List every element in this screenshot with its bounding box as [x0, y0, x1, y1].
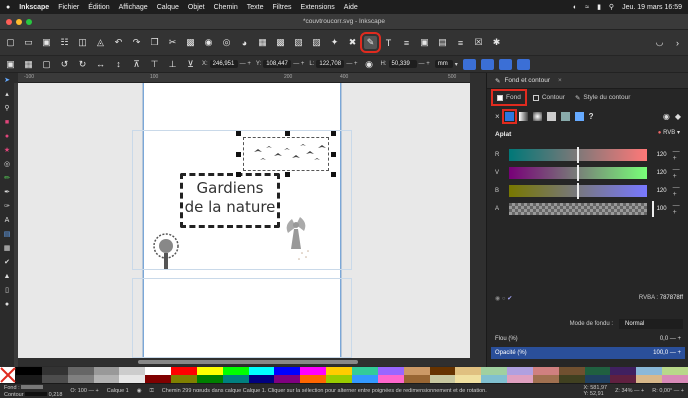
zoom-tool-icon[interactable]: ⚲	[4, 105, 10, 112]
palette-swatch[interactable]	[507, 367, 533, 383]
spray-tool-icon[interactable]: ●	[4, 301, 10, 308]
lock-ratio-icon[interactable]: ◉	[365, 58, 373, 69]
panel-tab[interactable]	[487, 73, 688, 89]
ungroup-icon[interactable]: ▨	[312, 37, 321, 47]
battery-icon[interactable]: ▮	[597, 4, 601, 11]
import-icon[interactable]: ◫	[78, 37, 87, 47]
resize-handle-n[interactable]	[285, 131, 290, 136]
resize-handle-w[interactable]	[236, 152, 241, 157]
red-stepper[interactable]: — +	[672, 148, 680, 162]
tab-fill[interactable]: Fond	[495, 93, 523, 102]
alpha-slider[interactable]	[509, 203, 648, 215]
clock[interactable]: Jeu. 19 mars 16:59	[622, 3, 682, 11]
fill-stroke-panel	[486, 73, 688, 367]
palette-swatch[interactable]	[636, 367, 662, 383]
resize-handle-e[interactable]	[331, 152, 336, 157]
gradient-tool-icon[interactable]: ▤	[3, 231, 11, 238]
fill-indicator[interactable]	[21, 385, 43, 389]
palette-swatch[interactable]	[119, 367, 145, 383]
pen-tool-icon[interactable]: ✒	[4, 189, 10, 196]
rotate-cw-icon[interactable]: ↻	[78, 58, 87, 69]
star-tool-icon[interactable]: ★	[3, 147, 11, 154]
fill-stroke-indicator[interactable]: Fond : Contour 0,218	[4, 384, 63, 398]
no-paint-swatch[interactable]	[0, 367, 16, 383]
title-line-1: Gardiens	[196, 179, 264, 197]
selected-birds-group[interactable]	[243, 137, 329, 171]
dropper-tool-icon[interactable]: ✔	[4, 259, 10, 266]
picker-icons[interactable]: ◉ ○ ✔	[495, 296, 513, 302]
scale-stroke-toggle[interactable]	[463, 59, 476, 70]
coordinates: X: 581,97 Y: 52,91	[583, 385, 608, 397]
fairy-drawing[interactable]	[282, 213, 312, 263]
unit-select[interactable]: mm ▾	[435, 60, 458, 68]
layer-select[interactable]: Calque 1	[106, 388, 129, 394]
palette-swatch[interactable]	[326, 367, 352, 383]
alpha-stepper[interactable]: — +	[672, 202, 680, 216]
palette-swatch[interactable]	[610, 367, 636, 383]
eraser-tool-icon[interactable]: ▯	[5, 287, 9, 294]
preferences-icon[interactable]: ✱	[492, 37, 501, 47]
align-icon[interactable]: ≡	[403, 37, 410, 48]
alpha-slider-row: A 100 — +	[495, 201, 685, 217]
macos-menu-bar	[0, 0, 688, 14]
slider-knob[interactable]	[577, 183, 579, 199]
flip-v-icon[interactable]: ↕	[116, 59, 121, 69]
green-slider-row: V 120 — +	[495, 165, 685, 181]
wifi-icon[interactable]: ≈	[585, 3, 590, 11]
status-bar	[0, 383, 688, 398]
symbols-icon[interactable]: ☒	[474, 37, 483, 47]
menu-affichage[interactable]: Affichage	[118, 3, 148, 11]
stroke-indicator[interactable]	[25, 392, 47, 396]
fill-tab-icon	[497, 95, 503, 101]
clone-icon[interactable]: ▩	[276, 37, 285, 47]
fill-stroke-tab-icon: ✎	[495, 77, 501, 85]
cut-icon[interactable]: ✂	[168, 37, 177, 47]
palette-swatch[interactable]	[274, 367, 300, 383]
apple-icon[interactable]: ●	[6, 3, 11, 11]
layer-visibility-icon[interactable]: ◉	[136, 388, 142, 394]
zoom-page-icon[interactable]: ◕	[241, 37, 248, 48]
red-slider-row: R 120 — +	[495, 147, 685, 163]
no-paint-button[interactable]: ×	[495, 111, 500, 121]
width-field: L: 122,708 — +	[309, 61, 358, 67]
save-icon[interactable]: ▣	[42, 37, 51, 47]
paint-type-row	[487, 108, 688, 124]
flat-color-button[interactable]	[505, 112, 514, 121]
slider-knob[interactable]	[652, 201, 654, 217]
title-line-2: de la nature	[184, 198, 276, 216]
height-stepper[interactable]: — +	[418, 61, 430, 67]
zoom-window-button[interactable]	[26, 19, 32, 25]
blue-slider-row: B 120 — +	[495, 183, 685, 199]
palette-swatch[interactable]	[404, 367, 430, 383]
ruler-tick: 200	[284, 74, 293, 80]
palette-swatch[interactable]	[533, 367, 559, 383]
window-title-bar	[0, 14, 688, 30]
palette-swatch[interactable]	[559, 367, 585, 383]
tool-controls-bar	[0, 56, 688, 73]
opacity-value[interactable]: 100,0	[653, 350, 669, 356]
blend-mode-select[interactable]: Normal	[619, 319, 683, 329]
snap-toggle-icon[interactable]: ◡	[655, 37, 664, 47]
move-gradients-toggle[interactable]	[499, 59, 512, 70]
mesh-gradient-button[interactable]	[547, 112, 556, 121]
rotate-ccw-icon[interactable]: ↺	[60, 58, 69, 69]
resize-handle-s[interactable]	[285, 172, 290, 177]
menu-objet[interactable]: Objet	[187, 3, 205, 11]
palette-swatch[interactable]	[42, 367, 68, 383]
text-font-icon[interactable]: T	[385, 37, 392, 48]
search-icon[interactable]: ⚲	[608, 4, 615, 11]
swatch-button[interactable]	[575, 112, 584, 121]
blue-slider[interactable]	[509, 185, 648, 197]
width-stepper[interactable]: — +	[346, 61, 358, 67]
resize-handle-ne[interactable]	[331, 131, 336, 136]
bucket-tool-icon[interactable]: ▲	[3, 273, 11, 280]
snap-options-icon[interactable]: ›	[676, 37, 679, 48]
open-icon[interactable]: ▭	[24, 37, 33, 47]
red-slider[interactable]	[509, 149, 648, 161]
commands-toolbar	[0, 30, 688, 56]
scrollbar-thumb[interactable]	[138, 360, 358, 364]
title-frame[interactable]	[180, 173, 280, 228]
window-title: *couvtroucorr.svg - Inkscape	[302, 18, 385, 25]
colorspace-select[interactable]: ● RVB ▾	[657, 130, 680, 136]
fill-rule-evenodd-icon[interactable]: ◉	[662, 111, 670, 121]
ruler-tick: 400	[340, 74, 349, 80]
print-icon[interactable]: ☷	[60, 37, 69, 47]
paste-icon[interactable]: ▩	[186, 37, 195, 47]
menu-calque[interactable]: Calque	[156, 3, 179, 11]
red-value[interactable]: 120	[656, 152, 667, 158]
pencil-tool-icon[interactable]: ✏	[4, 175, 10, 182]
paint-mode-label: Aplat	[495, 131, 512, 138]
undo-icon[interactable]: ↶	[114, 37, 123, 47]
menu-filtres[interactable]: Filtres	[272, 3, 292, 11]
zoom-drawing-icon[interactable]: ◎	[222, 37, 231, 47]
selector-tool-icon[interactable]: ➤	[4, 77, 10, 84]
swatch-strip	[16, 367, 688, 383]
opacity-field[interactable]: O: 100 — +	[70, 388, 99, 394]
horizontal-scrollbar[interactable]	[18, 358, 470, 366]
slider-knob[interactable]	[577, 165, 579, 181]
palette-swatch[interactable]	[249, 367, 275, 383]
group-icon[interactable]: ▧	[294, 37, 303, 47]
raise-top-icon[interactable]: ⊼	[133, 58, 140, 69]
page-margin-box	[132, 278, 352, 358]
tab-stroke[interactable]: Contour	[533, 94, 565, 101]
green-slider[interactable]	[509, 167, 648, 179]
select-all-icon[interactable]: ▣	[6, 58, 15, 69]
blend-mode-row: Mode de fondu : Normal	[495, 319, 683, 329]
ruler-tick: 500	[448, 74, 457, 80]
commands-sidebar	[470, 73, 486, 367]
xml-editor-icon[interactable]: ✖	[348, 37, 357, 47]
horizontal-ruler	[18, 73, 470, 83]
status-app-icon[interactable]: ◐	[572, 3, 578, 11]
node-tool-icon[interactable]: ▴	[5, 91, 9, 98]
flip-h-icon[interactable]: ↔	[96, 59, 105, 69]
menu-texte[interactable]: Texte	[246, 3, 264, 11]
alpha-value[interactable]: 100	[656, 206, 667, 212]
blur-value[interactable]: 0,0	[659, 336, 669, 342]
palette-swatch[interactable]	[197, 367, 223, 383]
text-tool-icon[interactable]: A	[4, 217, 10, 224]
export-icon[interactable]: ◬	[97, 37, 104, 47]
palette-swatch[interactable]	[430, 367, 456, 383]
green-stepper[interactable]: — +	[672, 166, 680, 180]
palette-swatch[interactable]	[223, 367, 249, 383]
rect-tool-icon[interactable]: ■	[4, 119, 10, 126]
zoom-field[interactable]: Z: 34% — +	[615, 388, 645, 394]
raise-icon[interactable]: ⊤	[150, 58, 159, 69]
birds-drawing	[244, 138, 330, 172]
new-document-icon[interactable]: ▢	[6, 37, 15, 47]
lower-icon[interactable]: ⊥	[168, 58, 177, 69]
zoom-selection-icon[interactable]: ◉	[204, 37, 213, 47]
rotation-field[interactable]: R: 0,00° — +	[652, 388, 684, 394]
x-input[interactable]: 246,951	[210, 60, 238, 68]
color-wheel-icon: ●	[657, 130, 662, 136]
panel-tab-title: Fond et contour	[504, 77, 550, 84]
ruler-tick: -100	[24, 74, 35, 80]
stroke-tab-icon	[533, 95, 539, 101]
resize-handle-se[interactable]	[331, 172, 336, 177]
circle-tool-icon[interactable]: ●	[4, 133, 10, 140]
palette-swatch[interactable]	[145, 367, 171, 383]
lower-bottom-icon[interactable]: ⊻	[187, 58, 194, 69]
layer-lock-icon[interactable]: ⚿	[149, 387, 154, 394]
height-input[interactable]: 50,339	[389, 60, 417, 68]
document-properties-icon[interactable]: ▤	[438, 37, 447, 47]
menu-fichier[interactable]: Fichier	[58, 3, 80, 11]
copy-icon[interactable]: ❐	[150, 37, 159, 47]
close-window-button[interactable]	[6, 19, 12, 25]
palette-swatch[interactable]	[16, 367, 42, 383]
x-stepper[interactable]: — +	[239, 61, 251, 67]
palette-swatch[interactable]	[455, 367, 481, 383]
palette-swatch[interactable]	[481, 367, 507, 383]
menu-extensions[interactable]: Extensions	[300, 3, 335, 11]
resize-handle-nw[interactable]	[236, 131, 241, 136]
close-panel-button[interactable]: ×	[557, 77, 562, 84]
menu-edition[interactable]: Édition	[88, 3, 110, 11]
rgba-row: ◉ ○ ✔ RVBA : 787878ff	[495, 295, 683, 302]
slider-knob[interactable]	[577, 147, 579, 163]
resize-handle-sw[interactable]	[236, 172, 241, 177]
mesh-tool-icon[interactable]: ▦	[3, 245, 11, 252]
tab-stroke-style[interactable]: ✎ Style du contour	[574, 94, 631, 102]
radial-gradient-button[interactable]	[533, 112, 542, 121]
height-field: H: 50,339 — +	[380, 61, 430, 67]
fill-stroke-dialog-button[interactable]: ✎	[364, 36, 377, 49]
move-patterns-toggle[interactable]	[517, 59, 530, 70]
blue-stepper[interactable]: — +	[672, 184, 680, 198]
rgba-input[interactable]: 787878ff	[659, 295, 683, 301]
palette-swatch[interactable]	[68, 367, 94, 383]
spiral-tool-icon[interactable]: ◎	[3, 161, 11, 168]
app-name-menu[interactable]: Inkscape	[19, 3, 50, 11]
palette-swatch[interactable]	[300, 367, 326, 383]
palette-swatch[interactable]	[171, 367, 197, 383]
opacity-row[interactable]: Opacité (%) 100,0 — +	[491, 347, 685, 359]
fill-stroke-subtabs	[487, 89, 688, 106]
calligraphy-tool-icon[interactable]: ✑	[4, 203, 10, 210]
transform-icon[interactable]: ▣	[420, 37, 429, 47]
fill-rule-nonzero-icon[interactable]: ◆	[674, 111, 681, 121]
y-input[interactable]: 108,447	[263, 60, 291, 68]
ruler-tick: 100	[150, 74, 159, 80]
scale-corners-toggle[interactable]	[481, 59, 494, 70]
no-paint-icon	[0, 367, 16, 383]
palette-swatch[interactable]	[585, 367, 611, 383]
stroke-style-icon: ✎	[574, 94, 581, 102]
deselect-icon[interactable]: ▢	[42, 58, 51, 69]
unset-paint-button[interactable]: ?	[588, 111, 594, 121]
objects-icon[interactable]: ≡	[457, 37, 464, 48]
toolbox	[0, 73, 14, 367]
tree-drawing[interactable]	[148, 233, 184, 273]
palette-swatch[interactable]	[378, 367, 404, 383]
width-input[interactable]: 122,708	[316, 60, 344, 68]
blur-row[interactable]: Flou (%) 0,0 — +	[495, 336, 681, 342]
linear-gradient-button[interactable]	[519, 112, 528, 121]
select-all-layers-icon[interactable]: ▦	[24, 58, 33, 69]
x-field: X: 246,951 — +	[202, 61, 251, 67]
blue-value[interactable]: 120	[656, 188, 667, 194]
redo-icon[interactable]: ↷	[132, 37, 141, 47]
minimize-window-button[interactable]	[16, 19, 22, 25]
duplicate-icon[interactable]: ▦	[258, 37, 267, 47]
node-editor-icon[interactable]: ✦	[330, 37, 339, 47]
green-value[interactable]: 120	[656, 170, 667, 176]
drawing-canvas[interactable]	[18, 83, 470, 358]
palette-swatch[interactable]	[662, 367, 688, 383]
color-palette	[0, 367, 688, 383]
y-stepper[interactable]: — +	[293, 61, 305, 67]
menu-chemin[interactable]: Chemin	[213, 3, 238, 11]
y-field: Y: 108,447 — +	[255, 61, 305, 67]
status-message: Chemin 299 nœuds dans calque Calque 1. Cliquer sur la sélection pour alterner entre poignées de redimensionnement et de rotation.	[161, 387, 487, 394]
palette-swatch[interactable]	[352, 367, 378, 383]
pattern-button[interactable]	[561, 112, 570, 121]
palette-swatch[interactable]	[94, 367, 120, 383]
menu-aide[interactable]: Aide	[343, 3, 358, 11]
